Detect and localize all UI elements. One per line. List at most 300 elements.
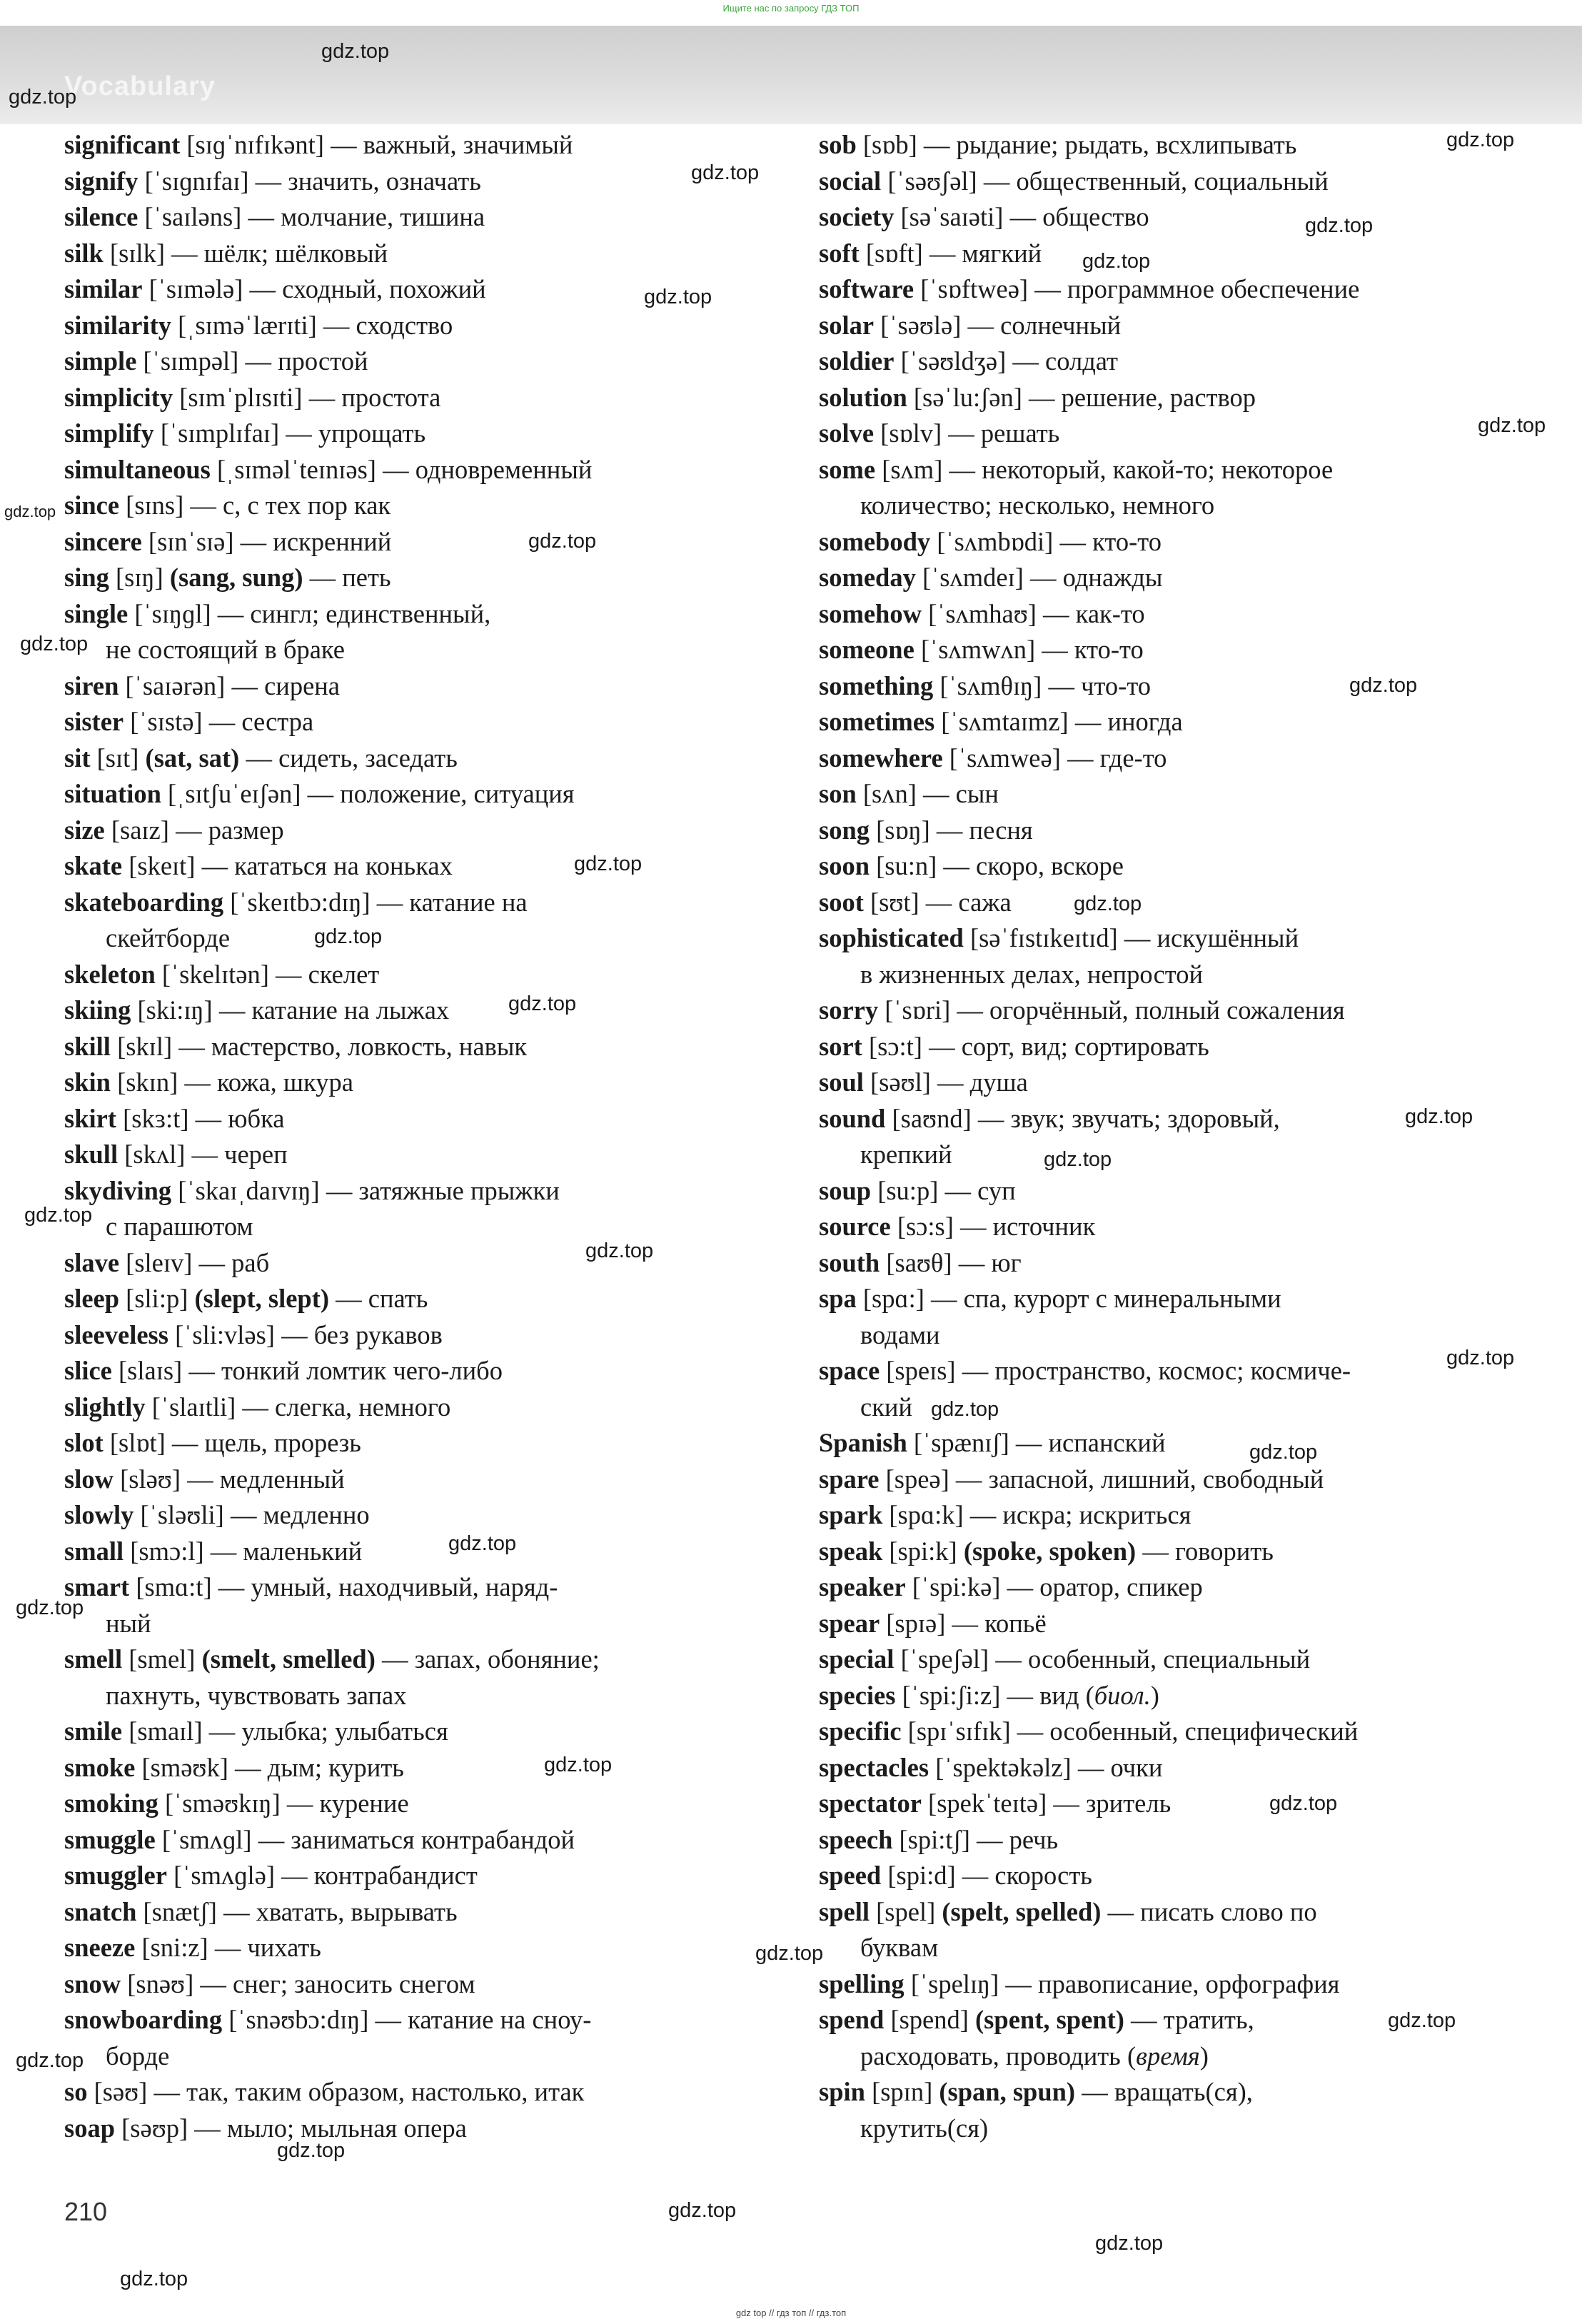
entry-line (819, 1894, 1533, 1931)
watermark: gdz.top (1388, 2009, 1456, 2032)
transcription: [spekˈteɪtə] (921, 1789, 1047, 1818)
definition: — сходный, похожий (243, 274, 486, 303)
dictionary-entry (819, 1462, 1533, 1498)
watermark: gdz.top (1478, 414, 1546, 437)
entry-line (64, 1389, 778, 1426)
definition: — речь (969, 1824, 1059, 1854)
definition-tail: ) (1150, 1680, 1159, 1710)
entry-line (64, 524, 778, 560)
headword: skirt (64, 1103, 116, 1133)
section-title: Vocabulary (64, 71, 216, 101)
headword: skateboarding (64, 887, 224, 917)
dictionary-entry (64, 1930, 778, 1966)
entry-line (819, 1209, 1533, 1245)
headword: skydiving (64, 1175, 172, 1205)
headword: so (64, 2077, 88, 2106)
entry-line (64, 1425, 778, 1462)
transcription: [smel] (122, 1644, 202, 1674)
headword: sleeveless (64, 1319, 168, 1349)
headword: siren (64, 670, 119, 700)
entry-line (64, 1822, 778, 1858)
definition: — тратить, (1124, 2005, 1254, 2034)
definition-continuation (64, 1606, 778, 1642)
dictionary-entry (64, 1281, 778, 1317)
watermark: gdz.top (544, 1754, 613, 1776)
watermark: gdz.top (16, 2049, 84, 2072)
definition-continuation (64, 920, 778, 957)
entry-line (64, 1317, 778, 1354)
definition: — тонкий ломтик чего-либо (182, 1356, 503, 1385)
definition: — петь (303, 563, 391, 592)
headword: source (819, 1212, 891, 1241)
definition: — вращать(ся), (1075, 2077, 1253, 2106)
definition: — кататься на коньках (195, 851, 453, 880)
transcription: [ˈsɪmpəl] (136, 346, 239, 376)
definition: — хватать, вырывать (216, 1896, 458, 1926)
definition: — солдат (1006, 346, 1118, 376)
headword: skin (64, 1067, 111, 1097)
entry-line (64, 1894, 778, 1931)
transcription: [snəʊ] (121, 1968, 194, 1998)
dictionary-entry (819, 308, 1533, 344)
dictionary-entry (64, 596, 778, 668)
headword: soup (819, 1175, 872, 1205)
dictionary-entry (64, 1497, 778, 1534)
definition-continuation (819, 1389, 1533, 1426)
entry-line (64, 1750, 778, 1786)
dictionary-entry (64, 560, 778, 596)
headword: smile (64, 1716, 123, 1746)
dictionary-entry (819, 1822, 1533, 1858)
entry-line (64, 488, 778, 524)
entry-line (64, 236, 778, 272)
watermark: gdz.top (931, 1398, 999, 1421)
continuation-text: скейтборде (106, 923, 231, 952)
definition: — простота (302, 382, 441, 412)
definition: — копьё (945, 1608, 1047, 1638)
headword: skull (64, 1140, 119, 1169)
watermark: gdz.top (1269, 1792, 1338, 1815)
entry-line (64, 416, 778, 452)
watermark: gdz.top (1249, 1441, 1318, 1464)
definition-continuation (819, 488, 1533, 524)
dictionary-entry (64, 1894, 778, 1931)
definition: — искренний (233, 526, 392, 556)
entry-line (64, 776, 778, 813)
definition: — сажа (919, 887, 1012, 917)
definition: — простой (238, 346, 368, 376)
definition: — песня (929, 815, 1033, 845)
transcription: [ˈspeʃəl] (894, 1644, 989, 1674)
definition: — курение (280, 1789, 409, 1818)
top-note: Ищите нас по запросу ГДЗ ТОП (722, 3, 860, 14)
entry-line (819, 127, 1533, 164)
transcription: [sleɪv] (119, 1247, 193, 1277)
headword: smuggle (64, 1824, 156, 1854)
definition: — скоро, вскоре (937, 851, 1124, 880)
watermark: gdz.top (1305, 214, 1374, 237)
headword: speak (819, 1536, 883, 1566)
definition-continuation (64, 1678, 778, 1714)
dictionary-entry (819, 343, 1533, 380)
dictionary-entry (819, 199, 1533, 236)
transcription: [sɪt] (90, 743, 146, 773)
definition: — улыбка; улыбаться (202, 1716, 448, 1746)
continuation-text: ский (860, 1392, 912, 1422)
dictionary-entry (819, 1606, 1533, 1642)
definition: — маленький (203, 1536, 363, 1566)
transcription: [spi:d] (881, 1861, 956, 1890)
headword: someone (819, 635, 915, 664)
watermark: gdz.top (9, 86, 77, 109)
entry-line (64, 2074, 778, 2111)
watermark: gdz.top (644, 286, 712, 308)
entry-line (819, 1714, 1533, 1750)
dictionary-entry (819, 1750, 1533, 1786)
dictionary-entry (64, 524, 778, 560)
transcription: [səˈlu:ʃən] (907, 382, 1022, 412)
entry-line (819, 1750, 1533, 1786)
definition: — искушённый (1117, 923, 1299, 952)
watermark: gdz.top (120, 2268, 188, 2290)
headword: small (64, 1536, 124, 1566)
headword: smart (64, 1572, 130, 1601)
dictionary-entry (819, 1966, 1533, 2003)
definition: — юг (952, 1247, 1022, 1277)
usage-note: время (1136, 2041, 1200, 2071)
definition: — кто-то (1053, 526, 1162, 556)
definition: — мастерство, ловкость, навык (172, 1031, 528, 1061)
dictionary-entry (64, 1641, 778, 1714)
headword: skeleton (64, 959, 156, 989)
watermark: gdz.top (1044, 1148, 1112, 1171)
dictionary-entry (819, 668, 1533, 705)
headword: species (819, 1680, 896, 1710)
dictionary-entry (819, 1641, 1533, 1678)
definition: — огорчённый, полный сожаления (950, 995, 1345, 1025)
headword: society (819, 202, 895, 231)
definition: — так, таким образом, настолько, итак (147, 2077, 585, 2106)
headword: since (64, 491, 120, 520)
dictionary-entry (64, 2002, 778, 2074)
definition-continuation (64, 632, 778, 668)
transcription: [sɪŋ] (109, 563, 170, 592)
headword: somehow (819, 598, 922, 628)
transcription: [su:n] (870, 851, 937, 880)
entry-line (819, 920, 1533, 957)
headword: skate (64, 851, 123, 880)
verb-forms: (spoke, spoken) (963, 1536, 1137, 1566)
transcription: [ˈsʌmweə] (942, 743, 1061, 773)
entry-line (819, 416, 1533, 452)
definition: — с, с тех пор как (183, 491, 391, 520)
headword: speech (819, 1824, 893, 1854)
headword: spectator (819, 1789, 922, 1818)
headword: slice (64, 1356, 112, 1385)
dictionary-entry (819, 127, 1533, 164)
transcription: [sɒft] (859, 238, 923, 268)
entry-line (819, 1569, 1533, 1606)
transcription: [saʊθ] (880, 1247, 952, 1277)
transcription: [ˈsmʌɡlə] (166, 1861, 275, 1890)
footer-note: gdz top // гдз топ // гдз.топ (735, 2308, 847, 2318)
transcription: [spɑ:k] (882, 1500, 964, 1529)
headword: speaker (819, 1572, 906, 1601)
headword: soap (64, 2113, 116, 2143)
dictionary-entry (819, 920, 1533, 992)
definition: — молчание, тишина (241, 202, 485, 231)
definition: — запасной, лишний, свободный (949, 1464, 1324, 1494)
dictionary-entry (64, 488, 778, 524)
dictionary-entry (819, 1245, 1533, 1282)
transcription: [sɪmˈplɪsɪti] (173, 382, 303, 412)
definition: — решать (942, 418, 1060, 448)
definition: — душа (930, 1067, 1028, 1097)
watermark: gdz.top (277, 2139, 346, 2162)
transcription: [ˈspektəkəlz] (929, 1752, 1072, 1782)
transcription: [spi:tʃ] (892, 1824, 970, 1854)
transcription: [ˈsaɪərən] (119, 670, 226, 700)
dictionary-entry (819, 452, 1533, 524)
headword: snatch (64, 1896, 137, 1926)
headword: solar (819, 310, 875, 340)
definition: — писать слово по (1101, 1896, 1317, 1926)
definition: — вид ( (1000, 1680, 1094, 1710)
definition: — как-то (1036, 598, 1145, 628)
definition: — зритель (1047, 1789, 1172, 1818)
verb-forms: (spent, spent) (975, 2005, 1124, 2034)
entry-line (819, 380, 1533, 416)
definition: — мыло; мыльная опера (188, 2113, 467, 2143)
entry-line (819, 740, 1533, 777)
headword: somebody (819, 526, 931, 556)
headword: sit (64, 743, 91, 773)
headword: sort (819, 1031, 862, 1061)
definition: — особенный, специфический (1010, 1716, 1359, 1746)
transcription: [sɒb] (856, 130, 917, 159)
entry-line (819, 1606, 1533, 1642)
definition: — особенный, специальный (989, 1644, 1311, 1674)
entry-line (64, 1714, 778, 1750)
transcription: [ˈspi:kə] (905, 1572, 1001, 1601)
headword: soot (819, 887, 864, 917)
entry-line (64, 740, 778, 777)
headword: Spanish (819, 1428, 907, 1457)
definition: — одновременный (376, 454, 593, 484)
transcription: [smɑ:t] (129, 1572, 212, 1601)
definition: — значить, означать (248, 166, 481, 196)
headword: solve (819, 418, 875, 448)
definition-continuation (819, 1317, 1533, 1354)
entry-line (64, 1497, 778, 1534)
verb-forms: (spelt, spelled) (942, 1896, 1102, 1926)
entry-line (819, 1029, 1533, 1065)
entry-line (64, 1137, 778, 1173)
dictionary-entry (819, 416, 1533, 452)
definition: — умный, находчивый, наряд- (211, 1572, 558, 1601)
transcription: [ˈskaɪˌdaɪvɪŋ] (171, 1175, 320, 1205)
transcription: [sʊt] (863, 887, 920, 917)
transcription: [sʌn] (856, 779, 917, 808)
entry-line (64, 199, 778, 236)
transcription: [ˈsɪɡnɪfaɪ] (138, 166, 249, 196)
headword: skill (64, 1031, 111, 1061)
dictionary-entry (64, 236, 778, 272)
dictionary-entry (819, 1029, 1533, 1065)
watermark: gdz.top (1446, 1347, 1515, 1369)
dictionary-entry (64, 1750, 778, 1786)
definition: — катание на сноу- (368, 2005, 592, 2034)
dictionary-entry (819, 848, 1533, 885)
continuation-text: пахнуть, чувствовать запах (106, 1680, 407, 1710)
definition: — упрощать (279, 418, 426, 448)
dictionary-entry (64, 1137, 778, 1173)
definition: — пространство, космос; космиче- (955, 1356, 1351, 1385)
entry-line (819, 524, 1533, 560)
verb-forms: (sat, sat) (145, 743, 240, 773)
entry-line (819, 1065, 1533, 1101)
transcription: [spi:k] (882, 1536, 964, 1566)
entry-line (819, 1425, 1533, 1462)
dictionary-entry (64, 813, 778, 849)
headword: snowboarding (64, 2005, 223, 2034)
transcription: [saɪz] (104, 815, 169, 845)
dictionary-entry (819, 704, 1533, 740)
definition: — очки (1071, 1752, 1163, 1782)
definition: — общество (1003, 202, 1149, 231)
entry-line (819, 1462, 1533, 1498)
definition: — скорость (955, 1861, 1092, 1890)
headword: smoking (64, 1789, 158, 1818)
transcription: [səˈfɪstɪkeɪtɪd] (963, 923, 1118, 952)
entry-line (64, 2111, 778, 2147)
transcription: [smaɪl] (122, 1716, 203, 1746)
entry-line (819, 1353, 1533, 1389)
transcription: [ˈspænɪʃ] (907, 1428, 1009, 1457)
transcription: [sɔ:s] (890, 1212, 954, 1241)
entry-line (64, 1966, 778, 2003)
definition: — оратор, спикер (1000, 1572, 1203, 1601)
entry-line (64, 1245, 778, 1282)
continuation-text: количество; несколько, немного (860, 491, 1215, 520)
headword: song (819, 815, 870, 845)
watermark: gdz.top (24, 1204, 93, 1227)
definition: — спа, курорт с минеральными (924, 1284, 1281, 1313)
dictionary-entry (64, 1101, 778, 1137)
dictionary-entry (64, 1173, 778, 1245)
dictionary-entry (64, 668, 778, 705)
transcription: [sɒlv] (874, 418, 942, 448)
definition: — катание на (370, 887, 528, 917)
headword: software (819, 274, 915, 303)
definition: — дым; курить (228, 1752, 404, 1782)
entry-line (819, 1173, 1533, 1209)
dictionary-entry (819, 885, 1533, 921)
headword: silence (64, 202, 138, 231)
transcription: [sɪɡˈnɪfɪkənt] (180, 130, 324, 159)
definition: — суп (938, 1175, 1016, 1205)
headword: sleep (64, 1284, 120, 1313)
headword: similar (64, 274, 143, 303)
headword: sometimes (819, 707, 935, 736)
entry-line (64, 1786, 778, 1822)
definition: — размер (168, 815, 284, 845)
transcription: [ˈsli:vləs] (168, 1319, 275, 1349)
entry-line (819, 1822, 1533, 1858)
watermark: gdz.top (1405, 1105, 1473, 1128)
dictionary-entry (64, 1029, 778, 1065)
headword: simple (64, 346, 137, 376)
dictionary-entry (64, 380, 778, 416)
entry-line (819, 1966, 1533, 2003)
watermark: gdz.top (448, 1532, 517, 1555)
transcription: [ˈspelɪŋ] (904, 1968, 999, 1998)
transcription: [ˈsʌmbɒdi] (930, 526, 1054, 556)
continuation-text: ный (106, 1608, 151, 1638)
transcription: [səʊp] (115, 2113, 188, 2143)
headword: son (819, 779, 857, 808)
continuation-text: с парашютом (106, 1212, 253, 1241)
transcription: [spɪˈsɪfɪk] (901, 1716, 1011, 1746)
dictionary-entry (819, 560, 1533, 596)
entry-line (64, 308, 778, 344)
definition: — где-то (1060, 743, 1167, 773)
transcription: [saʊnd] (885, 1103, 972, 1133)
entry-line (819, 992, 1533, 1029)
headword: someday (819, 563, 916, 592)
entry-line (819, 1678, 1533, 1714)
headword: situation (64, 779, 161, 808)
entry-line (819, 1245, 1533, 1282)
continuation-text: борде (106, 2041, 170, 2071)
definition: — без рукавов (274, 1319, 443, 1349)
verb-forms: (span, spun) (939, 2077, 1076, 2106)
entry-line (64, 596, 778, 633)
headword: soldier (819, 346, 895, 376)
transcription: [ˌsɪtʃuˈeɪʃən] (161, 779, 301, 808)
transcription: [smɔ:l] (124, 1536, 204, 1566)
dictionary-entry (64, 452, 778, 488)
transcription: [spɪə] (880, 1608, 946, 1638)
headword: slot (64, 1428, 104, 1457)
transcription: [ˈsɪmplɪfaɪ] (153, 418, 280, 448)
headword: sneeze (64, 1933, 136, 1962)
transcription: [səʊl] (863, 1067, 931, 1097)
entry-line (819, 271, 1533, 308)
definition: — решение, раствор (1022, 382, 1256, 412)
entry-line (819, 164, 1533, 200)
transcription: [ˈsnəʊbɔ:dɪŋ] (222, 2005, 369, 2034)
entry-line (819, 885, 1533, 921)
dictionary-entry (819, 1497, 1533, 1534)
dictionary-entry (64, 1534, 778, 1570)
transcription: [ˈsɪmələ] (142, 274, 243, 303)
entry-line (64, 343, 778, 380)
definition-continuation (819, 1930, 1533, 1966)
watermark: gdz.top (321, 40, 390, 63)
definition: — юбка (188, 1103, 285, 1133)
entry-line (64, 1353, 778, 1389)
definition: — медленный (180, 1464, 345, 1494)
transcription: [səˈsaɪəti] (894, 202, 1004, 231)
headword: soul (819, 1067, 864, 1097)
headword: soft (819, 238, 860, 268)
entry-line (819, 1858, 1533, 1894)
entry-line (819, 308, 1533, 344)
dictionary-entry (64, 1425, 778, 1462)
headword: somewhere (819, 743, 943, 773)
definition: — источник (953, 1212, 1096, 1241)
